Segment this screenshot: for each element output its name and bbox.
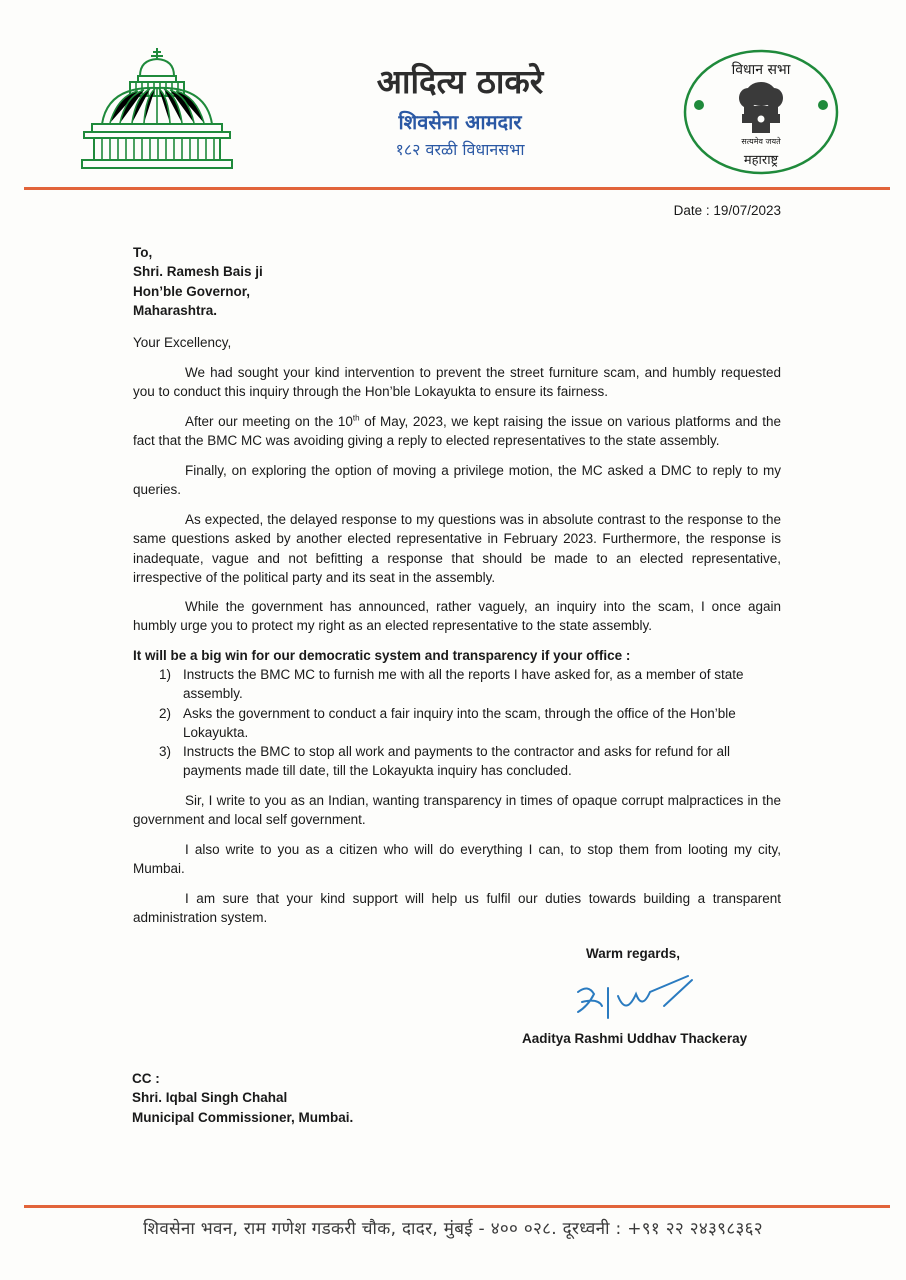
handwritten-signature bbox=[568, 966, 708, 1030]
party-designation: शिवसेना आमदार bbox=[398, 110, 522, 134]
paragraph-1 bbox=[133, 363, 781, 402]
emblem-motto: सत्यमेव जयते bbox=[741, 137, 781, 146]
paragraph-5-text: While the government has announced, rather vaguely, an inquiry into the scam, I once again humbly urge you to protect my right as an elected representative to the state assembly. bbox=[133, 599, 781, 634]
paragraph-8 bbox=[133, 889, 781, 928]
list-item-text: Instructs the BMC MC to furnish me with all the reports I have asked for, as a member of state assembly. bbox=[183, 667, 744, 702]
paragraph-1-text: We had sought your kind intervention to prevent the street furniture scam, and humbly requested you to conduct this inquiry through the Hon’ble Lokayukta to ensure its fairness. bbox=[133, 365, 781, 400]
list-item-number: 2) bbox=[159, 705, 172, 721]
header-divider bbox=[24, 187, 890, 190]
paragraph-7 bbox=[133, 840, 781, 879]
cc-line-1: Shri. Iqbal Singh Chahal bbox=[132, 1090, 288, 1106]
closing-regards: Warm regards, bbox=[586, 946, 681, 961]
list-item bbox=[133, 665, 781, 704]
paragraph-4-text: As expected, the delayed response to my questions was in absolute contrast to the response to the same questions asked by another elected representative in February 2023. Furthermore, the response is inadequate, vague and not befitting a response that should be made to an elected representative, irrespective of the political party and its seat in the assembly. bbox=[133, 512, 781, 585]
paragraph-3-text: Finally, on exploring the option of moving a privilege motion, the MC asked a DMC to reply to my queries. bbox=[133, 463, 781, 498]
letter-date: Date : 19/07/2023 bbox=[673, 203, 781, 218]
address-line-2: Hon’ble Governor, bbox=[133, 283, 251, 299]
request-list bbox=[133, 665, 781, 781]
recipient-address bbox=[133, 243, 781, 320]
vidhan-sabha-emblem bbox=[682, 48, 840, 176]
ordinal-suffix: th bbox=[352, 413, 360, 423]
signatory-name: Aaditya Rashmi Uddhav Thackeray bbox=[522, 1031, 748, 1046]
paragraph-4 bbox=[133, 510, 781, 587]
address-line-3: Maharashtra. bbox=[133, 302, 218, 318]
paragraph-2-pre: After our meeting on the 10 bbox=[185, 414, 353, 429]
list-item-text: Asks the government to conduct a fair inquiry into the scam, through the office of the Hon’ble Lokayukta. bbox=[183, 705, 736, 740]
list-item-text: Instructs the BMC to stop all work and payments to the contractor and asks for refund for all payments made till date, till the Lokayukta inquiry has concluded. bbox=[183, 744, 731, 779]
paragraph-8-text: I am sure that your kind support will help us fulfil our duties towards building a transparent administration system. bbox=[133, 891, 781, 926]
list-item bbox=[133, 704, 781, 743]
list-item-number: 3) bbox=[159, 744, 172, 760]
paragraph-7-text: I also write to you as a citizen who will do everything I can, to stop them from looting my city, Mumbai. bbox=[133, 842, 781, 877]
paragraph-6-text: Sir, I write to you as an Indian, wanting transparency in times of opaque corrupt malpractices in the government and local self government. bbox=[133, 793, 781, 828]
address-line-1: Shri. Ramesh Bais ji bbox=[133, 264, 263, 280]
list-heading: It will be a big win for our democratic system and transparency if your office : bbox=[133, 648, 631, 663]
cc-line-2: Municipal Commissioner, Mumbai. bbox=[132, 1109, 354, 1125]
mla-name: आदित्य ठाकरे bbox=[376, 62, 544, 101]
list-item-number: 1) bbox=[159, 667, 172, 682]
paragraph-5 bbox=[133, 597, 781, 636]
paragraph-2 bbox=[133, 412, 781, 451]
cc-label: CC : bbox=[132, 1071, 160, 1086]
address-to: To, bbox=[133, 245, 153, 260]
constituency: १८२ वरळी विधानसभा bbox=[395, 140, 525, 159]
paragraph-3 bbox=[133, 461, 781, 500]
emblem-bottom-text: महाराष्ट्र bbox=[743, 153, 779, 168]
paragraph-6 bbox=[133, 791, 781, 830]
salutation: Your Excellency, bbox=[133, 335, 232, 350]
vidhan-bhavan-logo bbox=[78, 46, 236, 172]
footer-address: शिवसेना भवन, राम गणेश गडकरी चौक, दादर, मुंबई - ४०० ०२८. दूरध्वनी : +९१ २२ २४३९८३६२ bbox=[143, 1219, 763, 1239]
footer-divider bbox=[24, 1205, 890, 1208]
emblem-top-text: विधान सभा bbox=[731, 62, 791, 78]
list-item bbox=[133, 742, 781, 781]
paragraph-2-post: of May, 2023, we kept raising the issue on various platforms and the fact that the BMC MC was avoiding giving a reply to elected representatives to the state assembly. bbox=[133, 414, 781, 449]
cc-block bbox=[132, 1069, 353, 1127]
